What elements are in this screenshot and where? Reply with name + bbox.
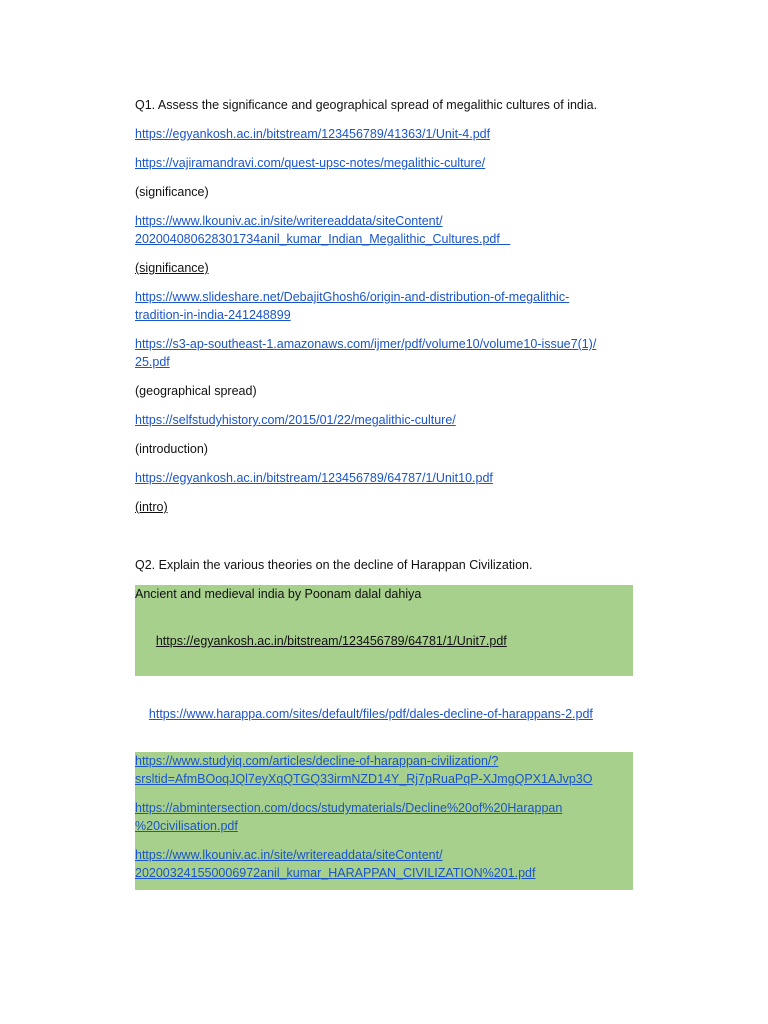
- highlighted-reference-link[interactable]: 202003241550006972anil_kumar_HARAPPAN_CIVILIZATION%201.pdf: [135, 866, 536, 880]
- underlined-note: (significance): [135, 261, 209, 275]
- reference-link[interactable]: https://s3-ap-southeast-1.amazonaws.com/ijmer/pdf/volume10/volume10-issue7(1)/: [135, 337, 597, 351]
- reference-link[interactable]: https://www.slideshare.net/DebajitGhosh6/origin-and-distribution-of-megalithic-: [135, 290, 570, 304]
- reference-link[interactable]: https://egyankosh.ac.in/bitstream/123456789/41363/1/Unit-4.pdf: [135, 127, 491, 141]
- harappa-link-line: [135, 687, 633, 741]
- note-label: (geographical spread): [135, 384, 257, 398]
- reference-link[interactable]: https://vajiramandravi.com/quest-upsc-notes/megalithic-culture/: [135, 156, 486, 170]
- highlighted-reference-link[interactable]: https://www.lkouniv.ac.in/site/writereaddata/siteContent/: [135, 848, 443, 862]
- highlighted-reference-link[interactable]: srsltid=AfmBOoqJQl7eyXqQTGQ33irmNZD14Y_Rj7pRuaPqP-XJmgQPX1AJvp3O: [135, 772, 593, 786]
- highlighted-link-line: [135, 752, 633, 788]
- reference-link[interactable]: 202004080628301734anil_kumar_Indian_Megalithic_Cultures.pdf: [135, 232, 511, 246]
- underlined-note: (intro): [135, 500, 168, 514]
- highlighted-reference-link[interactable]: %20civilisation.pdf: [135, 819, 238, 833]
- reference-link-line: [135, 335, 633, 371]
- reference-link-line: [135, 469, 633, 487]
- reference-link-line: [135, 212, 633, 248]
- section-spacer: [135, 527, 633, 556]
- reference-link-line: [135, 125, 633, 143]
- reference-link-line: [135, 154, 633, 172]
- q2-question: Q2. Explain the various theories on the decline of Harappan Civilization.: [135, 558, 533, 572]
- note-label: (introduction): [135, 442, 208, 456]
- highlighted-link-line: [135, 799, 633, 835]
- reference-link[interactable]: https://selfstudyhistory.com/2015/01/22/megalithic-culture/: [135, 413, 456, 427]
- document-page: [135, 96, 633, 890]
- q1-question: Q1. Assess the significance and geographical spread of megalithic cultures of india.: [135, 98, 598, 112]
- unit7-link[interactable]: https://egyankosh.ac.in/bitstream/123456789/64781/1/Unit7.pdf: [155, 634, 507, 648]
- reference-link[interactable]: https://egyankosh.ac.in/bitstream/123456789/64787/1/Unit10.pdf: [135, 471, 493, 485]
- highlighted-reference-link[interactable]: https://abmintersection.com/docs/studymaterials/Decline%20of%20Harappan: [135, 801, 563, 815]
- reference-link-line: [135, 411, 633, 429]
- unit7-link-line: [135, 614, 633, 676]
- highlighted-link-line: [135, 846, 633, 890]
- reference-link[interactable]: 25.pdf: [135, 355, 170, 369]
- highlighted-reference-link[interactable]: https://www.studyiq.com/articles/decline-of-harappan-civilization/?: [135, 754, 499, 768]
- book-reference: Ancient and medieval india by Poonam dalal dahiya: [135, 587, 422, 601]
- note-label: (significance): [135, 185, 209, 199]
- reference-link-line: [135, 288, 633, 324]
- highlighted-reference-block-2: [135, 752, 633, 890]
- highlighted-reference-block-1: [135, 585, 633, 676]
- q1-items: [135, 125, 633, 516]
- reference-link[interactable]: https://www.lkouniv.ac.in/site/writereaddata/siteContent/: [135, 214, 443, 228]
- reference-link[interactable]: tradition-in-india-241248899: [135, 308, 291, 322]
- harappa-decline-link[interactable]: https://www.harappa.com/sites/default/files/pdf/dales-decline-of-harappans-2.pdf: [148, 707, 593, 721]
